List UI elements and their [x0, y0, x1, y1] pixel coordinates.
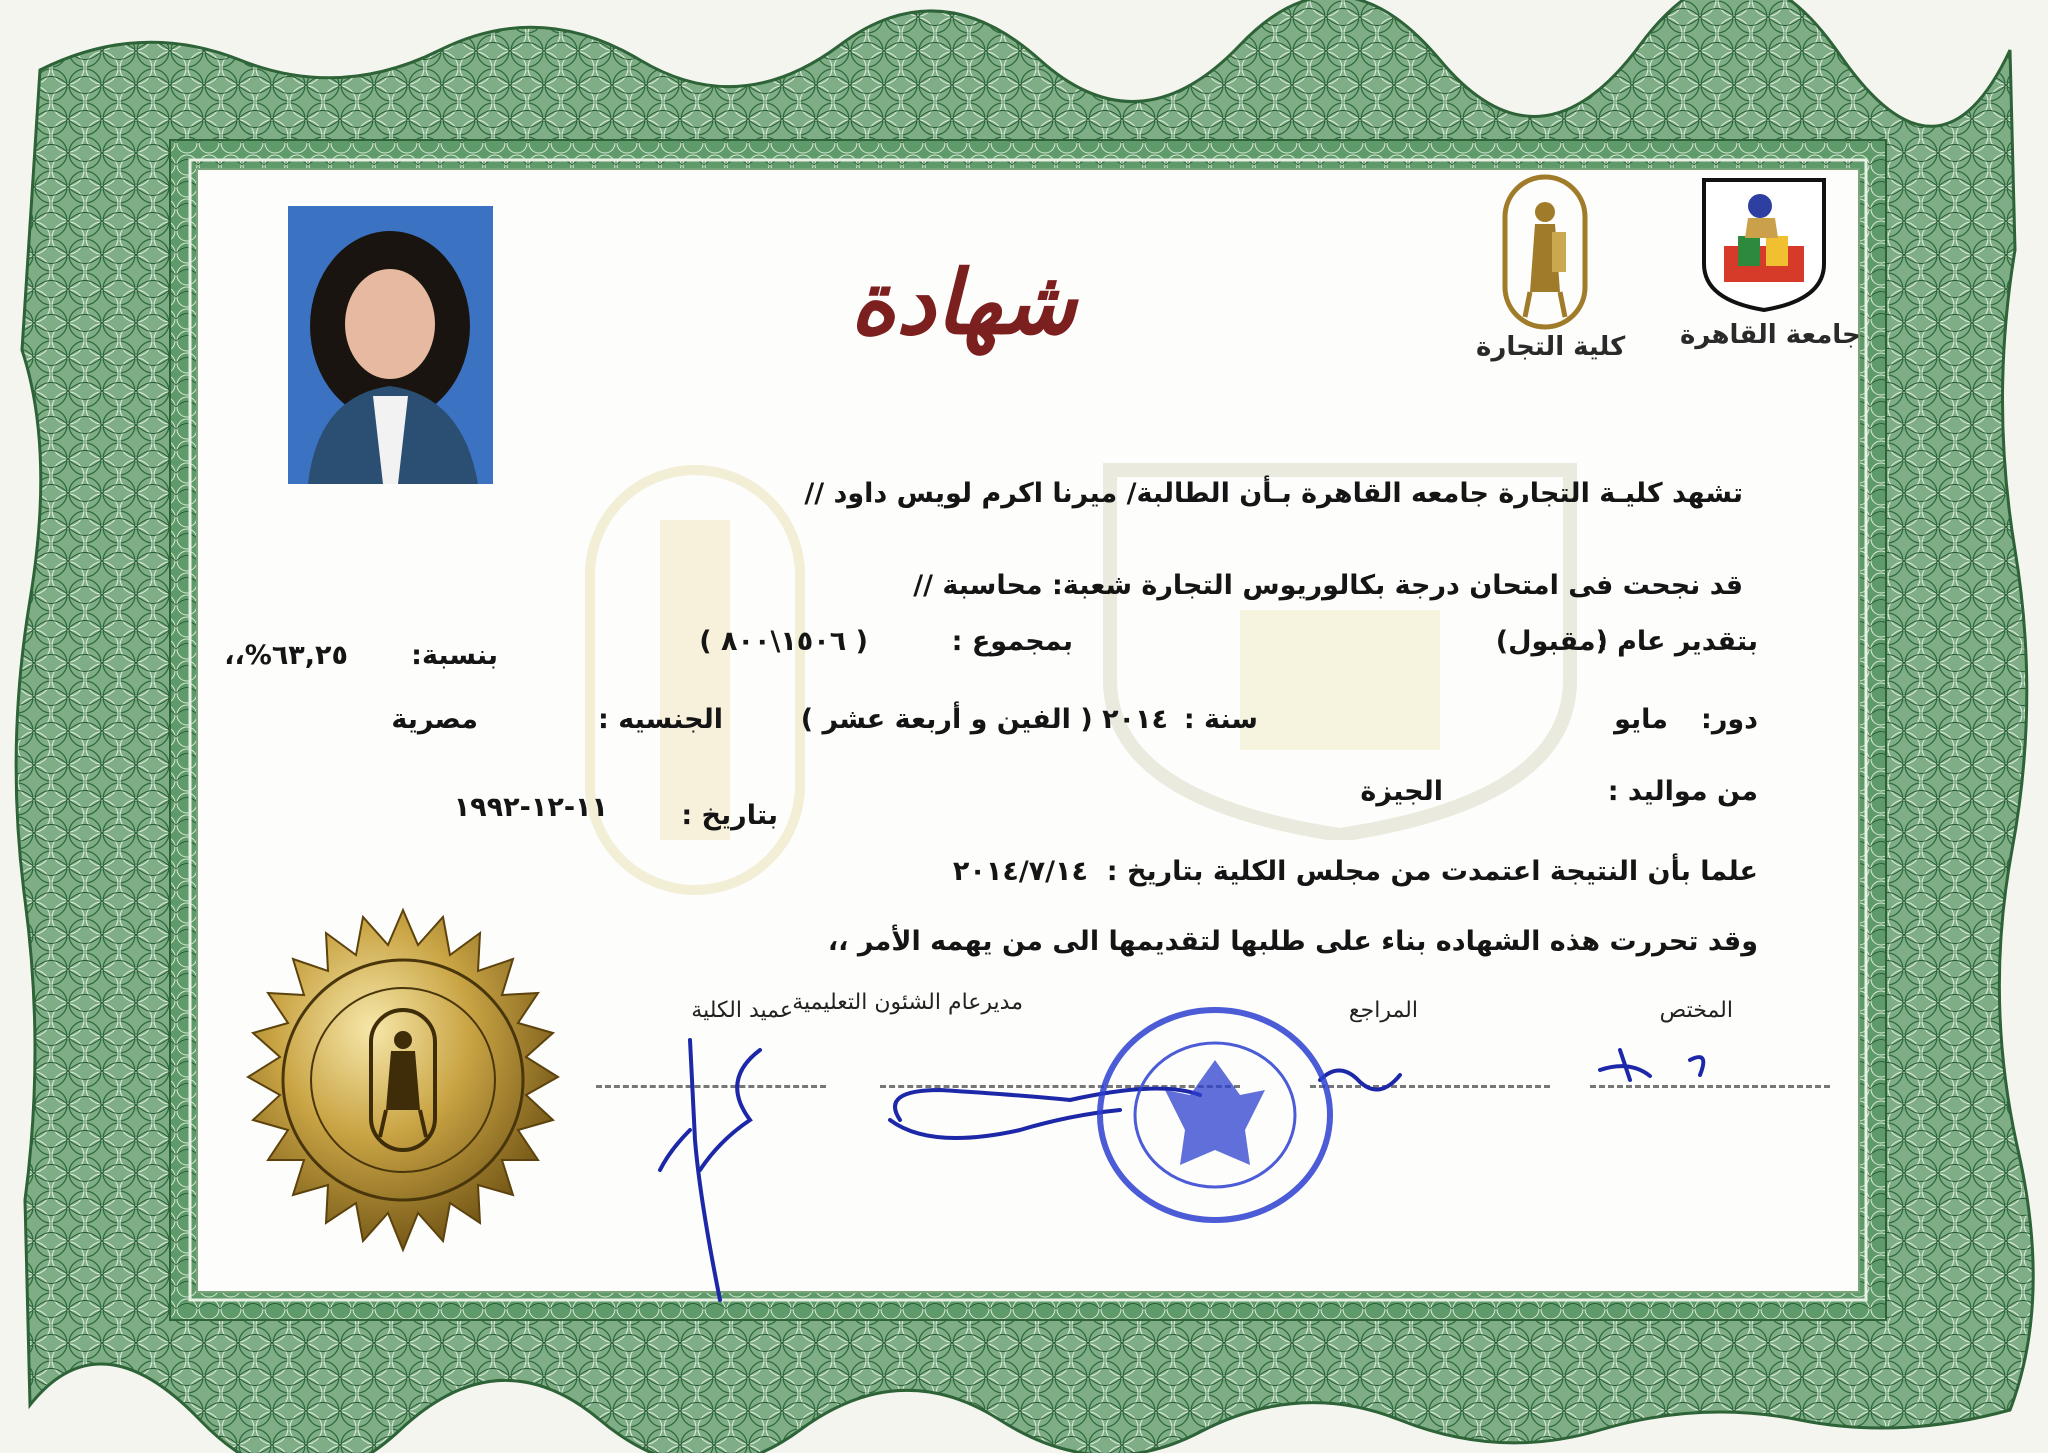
ministry-stamp-icon — [1090, 1000, 1340, 1230]
certificate-title: شهادة — [850, 250, 1077, 354]
dean-title: عميد الكلية — [691, 998, 793, 1023]
year-label: سنة : — [1183, 704, 1258, 735]
percent-value: ٦٣,٢٥%،، — [224, 640, 348, 671]
gold-seal-icon — [228, 905, 578, 1255]
birthdate-value: ١١-١٢-١٩٩٢ — [453, 792, 608, 823]
faculty-logo-caption: كلية التجارة — [1476, 332, 1626, 362]
total-label: بمجموع : — [951, 626, 1073, 657]
dean-signature-stroke — [690, 1040, 720, 1300]
approval-date: ٢٠١٤/٧/١٤ — [952, 856, 1088, 887]
birthdate-label: بتاريخ : — [681, 800, 778, 831]
statement-line: تشهد كليـة التجارة جامعه القاهرة بـأن الطالبة/ ميرنا اكرم لويس داود // — [804, 478, 1743, 509]
degree-line: قد نجحت فى امتحان درجة بكالوريوس التجارة شعبة: محاسبة // — [913, 570, 1743, 601]
round-value: مايو — [1614, 704, 1668, 735]
director-title: مديرعام الشئون التعليمية — [792, 990, 1023, 1015]
pharaoh-watermark — [580, 460, 810, 900]
birthplace-label: من مواليد : — [1607, 776, 1758, 807]
specialist-title: المختص — [1659, 998, 1733, 1023]
nationality-label: الجنسيه : — [598, 704, 723, 735]
birthplace-value: الجيزة — [1360, 776, 1443, 807]
grade-value: (مقبول) — [1495, 626, 1608, 657]
student-photo — [288, 206, 493, 484]
round-label: دور: — [1701, 704, 1758, 735]
approval-label: علما بأن النتيجة اعتمدت من مجلس الكلية بتاريخ : — [1106, 856, 1758, 887]
year-value: ٢٠١٤ ( الفين و أربعة عشر ) — [800, 704, 1168, 735]
closing-line: وقد تحررت هذه الشهاده بناء على طلبها لتقديمها الى من يهمه الأمر ،، — [827, 926, 1758, 957]
portrait-image — [288, 206, 493, 484]
total-value: ( ١٥٠٦\٨٠٠ ) — [699, 626, 868, 657]
reviewer-title: المراجع — [1348, 998, 1418, 1023]
nationality-value: مصرية — [391, 704, 478, 735]
university-logo-caption: جامعة القاهرة — [1680, 320, 1861, 350]
faculty-logo-icon — [1500, 172, 1590, 332]
percent-label: بنسبة: — [411, 640, 498, 671]
university-logo-icon — [1700, 176, 1828, 314]
grade-label: بتقدير عام : — [1596, 626, 1758, 657]
